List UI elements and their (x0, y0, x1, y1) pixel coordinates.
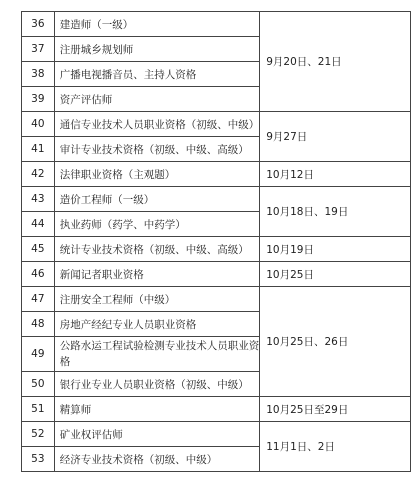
qualification-name: 经济专业技术资格（初级、中级） (54, 447, 260, 472)
exam-schedule-table (21, 11, 411, 472)
qualification-name: 统计专业技术资格（初级、中级、高级） (54, 237, 260, 262)
table-row (22, 12, 411, 37)
row-number: 43 (22, 187, 55, 212)
table-row (22, 397, 411, 422)
exam-date: 9月27日 (260, 112, 411, 162)
qualification-name: 银行业专业人员职业资格（初级、中级） (54, 372, 260, 397)
row-number: 41 (22, 137, 55, 162)
qualification-name: 注册安全工程师（中级） (54, 287, 260, 312)
exam-date: 9月20日、21日 (260, 12, 411, 112)
qualification-name: 注册城乡规划师 (54, 37, 260, 62)
exam-date: 10月19日 (260, 237, 411, 262)
row-number: 45 (22, 237, 55, 262)
exam-date: 10月25日、26日 (260, 287, 411, 397)
exam-date: 10月25日 (260, 262, 411, 287)
row-number: 46 (22, 262, 55, 287)
qualification-name: 资产评估师 (54, 87, 260, 112)
qualification-name: 新闻记者职业资格 (54, 262, 260, 287)
row-number: 49 (22, 337, 55, 372)
qualification-name: 矿业权评估师 (54, 422, 260, 447)
row-number: 48 (22, 312, 55, 337)
row-number: 50 (22, 372, 55, 397)
exam-date: 11月1日、2日 (260, 422, 411, 472)
table-row (22, 162, 411, 187)
row-number: 39 (22, 87, 55, 112)
table-row (22, 287, 411, 312)
qualification-name: 造价工程师（一级） (54, 187, 260, 212)
exam-date: 10月18日、19日 (260, 187, 411, 237)
row-number: 42 (22, 162, 55, 187)
row-number: 36 (22, 12, 55, 37)
row-number: 52 (22, 422, 55, 447)
qualification-name: 通信专业技术人员职业资格（初级、中级） (54, 112, 260, 137)
row-number: 38 (22, 62, 55, 87)
row-number: 53 (22, 447, 55, 472)
table-row (22, 422, 411, 447)
table-row (22, 112, 411, 137)
table-row (22, 187, 411, 212)
qualification-name: 法律职业资格（主观题） (54, 162, 260, 187)
qualification-name: 精算师 (54, 397, 260, 422)
table-row (22, 262, 411, 287)
qualification-name: 审计专业技术资格（初级、中级、高级） (54, 137, 260, 162)
qualification-name: 执业药师（药学、中药学） (54, 212, 260, 237)
row-number: 51 (22, 397, 55, 422)
table-row (22, 237, 411, 262)
exam-date: 10月12日 (260, 162, 411, 187)
row-number: 40 (22, 112, 55, 137)
row-number: 37 (22, 37, 55, 62)
qualification-name: 公路水运工程试验检测专业技术人员职业资格 (54, 337, 260, 372)
qualification-name: 建造师（一级） (54, 12, 260, 37)
qualification-name: 房地产经纪专业人员职业资格 (54, 312, 260, 337)
exam-date: 10月25日至29日 (260, 397, 411, 422)
row-number: 47 (22, 287, 55, 312)
qualification-name: 广播电视播音员、主持人资格 (54, 62, 260, 87)
row-number: 44 (22, 212, 55, 237)
